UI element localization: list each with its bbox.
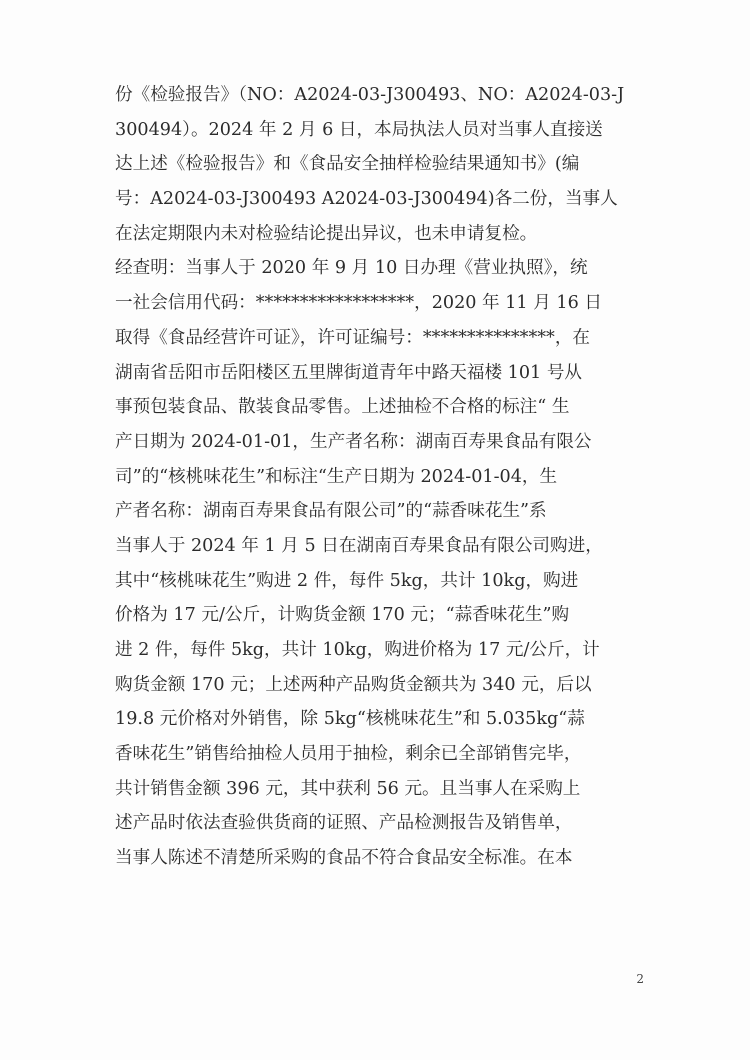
text-line: 产日期为 2024-01-01，生产者名称：湖南百寿果食品有限公 bbox=[115, 431, 592, 452]
text-line: 号：A2024-03-J300493 A2024-03-J300494)各二份，当事人 bbox=[115, 189, 618, 210]
text-line: 司”的“核桃味花生”和标注“生产日期为 2024-01-04，生 bbox=[115, 466, 558, 487]
text-line: 价格为 17 元/公斤，计购货金额 170 元；“蒜香味花生”购 bbox=[115, 605, 570, 626]
text-line: 产者名称：湖南百寿果食品有限公司”的“蒜香味花生”系 bbox=[115, 501, 547, 522]
text-line: 购货金额 170 元；上述两种产品购货金额共为 340 元，后以 bbox=[115, 674, 592, 695]
text-line: 事预包装食品、散装食品零售。上述抽检不合格的标注“ 生 bbox=[115, 397, 570, 418]
text-line: 共计销售金额 396 元，其中获利 56 元。且当事人在采购上 bbox=[115, 778, 581, 799]
text-line: 在法定期限内未对检验结论提出异议，也未申请复检。 bbox=[115, 223, 538, 244]
text-line: 取得《食品经营许可证》，许可证编号：***************，在 bbox=[115, 327, 591, 348]
text-line: 300494）。2024 年 2 月 6 日，本局执法人员对当事人直接送 bbox=[115, 119, 603, 140]
page-number: 2 bbox=[636, 972, 644, 986]
text-line: 其中“核桃味花生”购进 2 件，每件 5kg，共计 10kg，购进 bbox=[115, 570, 579, 591]
text-line: 当事人陈述不清楚所采购的食品不符合食品安全标准。在本 bbox=[115, 848, 573, 869]
text-line: 19.8 元价格对外销售，除 5kg“核桃味花生”和 5.035kg“蒜 bbox=[115, 709, 585, 730]
text-line: 份《检验报告》（NO：A2024-03-J300493、NO：A2024-03-J bbox=[115, 85, 625, 105]
text-line: 香味花生”销售给抽检人员用于抽检，剩余已全部销售完毕， bbox=[115, 744, 582, 765]
text-line: 一社会信用代码：******************，2020 年 11 月 16 日 bbox=[115, 293, 602, 314]
text-line: 述产品时依法查验供货商的证照、产品检测报告及销售单， bbox=[115, 813, 573, 834]
text-line: 进 2 件，每件 5kg，共计 10kg，购进价格为 17 元/公斤，计 bbox=[115, 640, 600, 660]
text-line: 达上述《检验报告》和《食品安全抽样检验结果通知书》(编 bbox=[115, 154, 580, 175]
text-line: 湖南省岳阳市岳阳楼区五里牌街道青年中路天福楼 101 号从 bbox=[115, 362, 583, 383]
text-line: 当事人于 2024 年 1 月 5 日在湖南百寿果食品有限公司购进， bbox=[115, 535, 603, 556]
text-line: 经查明：当事人于 2020 年 9 月 10 日办理《营业执照》，统 bbox=[115, 258, 588, 279]
document-body bbox=[115, 78, 645, 876]
